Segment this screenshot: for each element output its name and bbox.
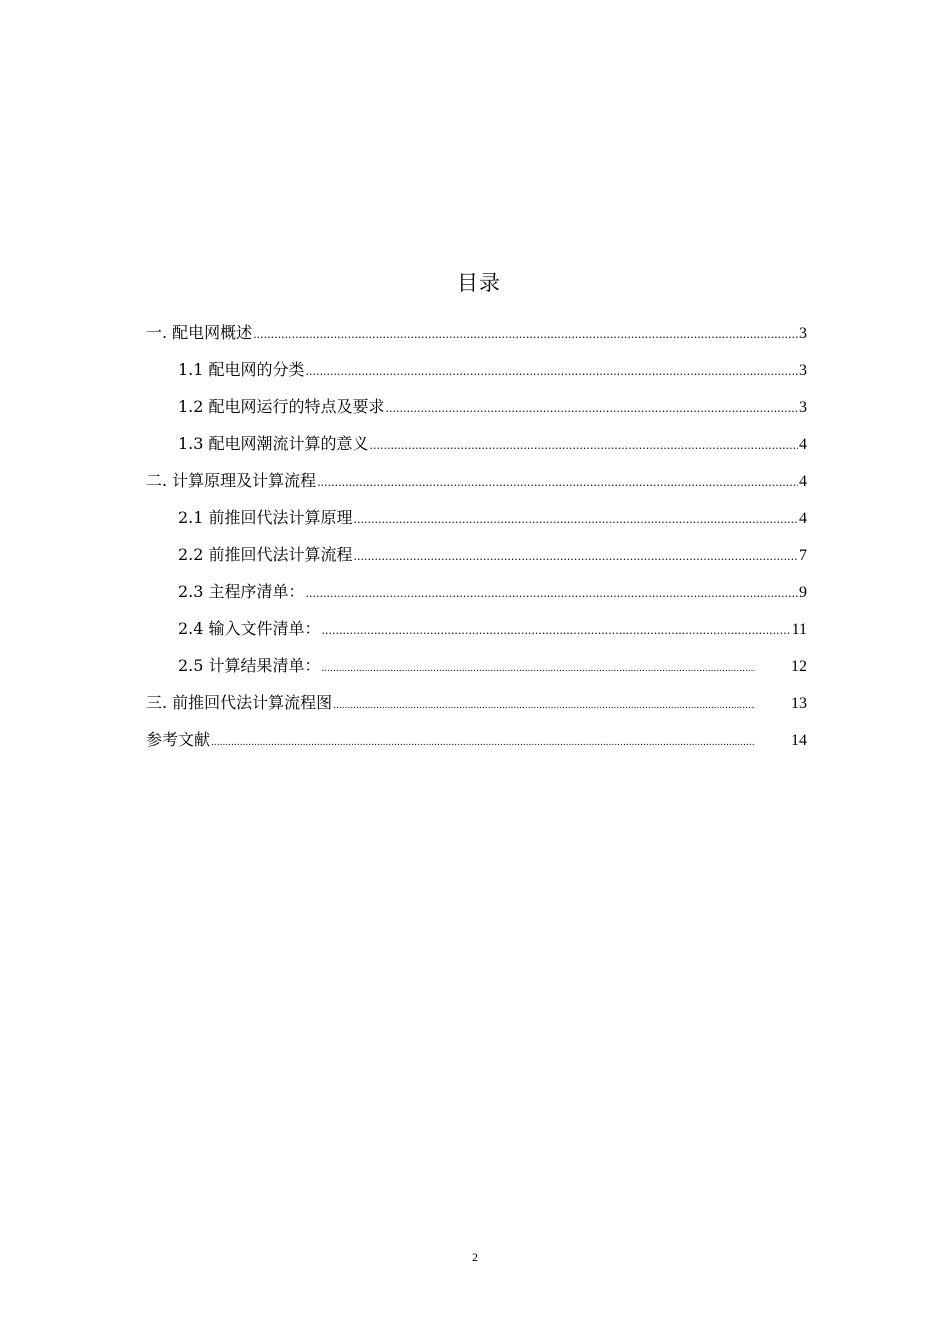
- toc-dot-leader: [211, 728, 755, 758]
- toc-entry-page: 4: [799, 510, 807, 527]
- toc-entry-page: 14: [791, 732, 807, 749]
- toc-entry-page: 3: [799, 325, 807, 342]
- toc-entry-page: 7: [799, 547, 807, 564]
- toc-entry-2-2[interactable]: [146, 540, 807, 577]
- toc-dot-leader: [306, 579, 798, 609]
- toc-dot-leader: [370, 431, 798, 461]
- toc-entry-references[interactable]: [146, 725, 807, 762]
- toc-entry-page: 4: [799, 436, 807, 453]
- toc-dot-leader: [333, 691, 755, 721]
- toc-entry-label: 2.3 主程序清单：: [178, 582, 305, 601]
- toc-dot-leader: [354, 505, 798, 535]
- toc-entry-page: 13: [791, 695, 807, 712]
- toc-entry-2-5[interactable]: [146, 651, 807, 688]
- toc-dot-leader: [322, 654, 755, 684]
- toc-entry-label: 二. 计算原理及计算流程: [146, 471, 317, 490]
- toc-entry-chapter-1[interactable]: [146, 318, 807, 355]
- toc-entry-label: 参考文献: [146, 730, 211, 749]
- toc-dot-leader: [354, 542, 798, 572]
- toc-entry-chapter-3[interactable]: [146, 688, 807, 725]
- toc-entry-1-2[interactable]: [146, 392, 807, 429]
- toc-dot-leader: [253, 320, 798, 350]
- toc-dot-leader: [317, 468, 798, 498]
- toc-dot-leader: [322, 616, 791, 646]
- toc-title: 目录: [457, 271, 501, 295]
- toc-entry-page: 9: [799, 584, 807, 601]
- toc-entry-2-1[interactable]: [146, 503, 807, 540]
- toc-entry-page: 12: [791, 658, 807, 675]
- toc-list: [146, 318, 807, 762]
- toc-entry-label: 一. 配电网概述: [146, 323, 253, 342]
- toc-entry-label: 2.2 前推回代法计算流程: [178, 545, 353, 564]
- toc-entry-page: 11: [791, 621, 807, 638]
- toc-entry-2-4[interactable]: [146, 614, 807, 651]
- toc-entry-page: 3: [799, 362, 807, 379]
- toc-entry-label: 2.5 计算结果清单：: [178, 656, 321, 675]
- toc-entry-label: 2.4 输入文件清单：: [178, 619, 321, 638]
- toc-entry-1-3[interactable]: [146, 429, 807, 466]
- toc-entry-page: 3: [799, 399, 807, 416]
- page-number: 2: [472, 1250, 478, 1264]
- toc-entry-label: 1.1 配电网的分类: [178, 360, 305, 379]
- toc-entry-label: 1.3 配电网潮流计算的意义: [178, 434, 369, 453]
- toc-entry-label: 1.2 配电网运行的特点及要求: [178, 397, 385, 416]
- toc-entry-chapter-2[interactable]: [146, 466, 807, 503]
- toc-entry-label: 三. 前推回代法计算流程图: [146, 693, 333, 712]
- toc-entry-label: 2.1 前推回代法计算原理: [178, 508, 353, 527]
- toc-entry-1-1[interactable]: [146, 355, 807, 392]
- toc-entry-page: 4: [799, 473, 807, 490]
- toc-dot-leader: [386, 394, 798, 424]
- toc-entry-2-3[interactable]: [146, 577, 807, 614]
- toc-dot-leader: [306, 357, 798, 387]
